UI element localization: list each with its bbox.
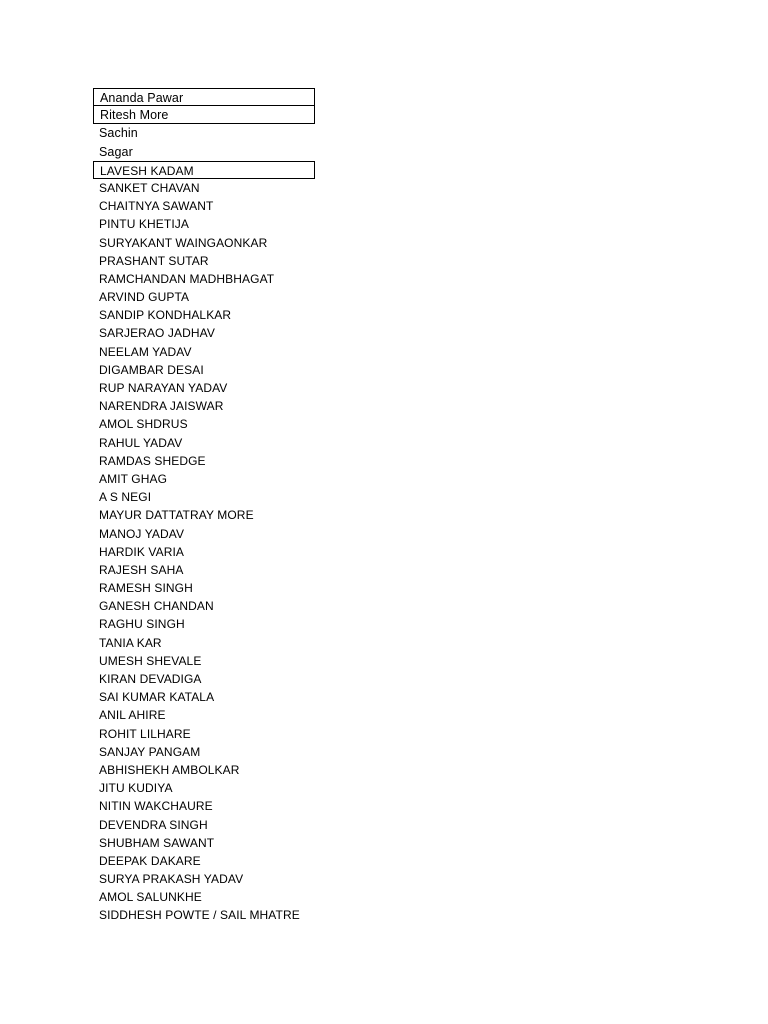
name-list	[93, 88, 315, 925]
name-cell: SURYAKANT WAINGAONKAR	[99, 235, 268, 250]
name-cell: AMOL SHDRUS	[99, 417, 188, 432]
name-cell: RAMCHANDAN MADHBHAGAT	[99, 271, 275, 286]
name-cell: SARJERAO JADHAV	[99, 326, 215, 341]
name-cell: PRASHANT SUTAR	[99, 253, 209, 268]
name-cell: RAJESH SAHA	[99, 562, 184, 577]
name-cell: ARVIND GUPTA	[99, 290, 190, 305]
name-cell: SURYA PRAKASH YADAV	[99, 872, 244, 887]
name-cell: DIGAMBAR DESAI	[99, 362, 204, 377]
name-cell: SANDIP KONDHALKAR	[99, 308, 232, 323]
name-cell: PINTU KHETIJA	[99, 217, 189, 232]
name-cell: NARENDRA JAISWAR	[99, 399, 224, 414]
name-cell: A S NEGI	[99, 490, 152, 505]
name-cell: DEEPAK DAKARE	[99, 853, 201, 868]
name-cell: SHUBHAM SAWANT	[99, 835, 215, 850]
name-cell: RAMESH SINGH	[99, 581, 193, 596]
name-cell: SANKET CHAVAN	[99, 180, 200, 195]
name-cell: SIDDHESH POWTE / SAIL MHATRE	[99, 908, 300, 923]
highlighted-name-cell: LAVESH KADAM	[93, 161, 315, 179]
name-cell: JITU KUDIYA	[99, 781, 173, 796]
name-cell: GANESH CHANDAN	[99, 599, 214, 614]
name-cell: Sagar	[99, 144, 133, 159]
name-cell: NITIN WAKCHAURE	[99, 799, 213, 814]
name-cell: SANJAY PANGAM	[99, 744, 201, 759]
name-cell: Sachin	[99, 126, 138, 141]
name-cell: AMOL SALUNKHE	[99, 890, 202, 905]
name-cell: KIRAN DEVADIGA	[99, 672, 202, 686]
name-cell: ROHIT LILHARE	[99, 726, 191, 741]
highlighted-name-cell: Ananda Pawar	[93, 88, 315, 106]
highlighted-name-cell: Ritesh More	[93, 106, 315, 124]
name-cell: HARDIK VARIA	[99, 544, 184, 559]
name-cell: AMIT GHAG	[99, 471, 168, 486]
name-cell: ANIL AHIRE	[99, 708, 166, 723]
name-cell: DEVENDRA SINGH	[99, 817, 208, 832]
name-cell: RUP NARAYAN YADAV	[99, 381, 228, 395]
name-cell: NEELAM YADAV	[99, 344, 192, 359]
name-cell: ABHISHEKH AMBOLKAR	[99, 762, 240, 777]
name-cell: RAMDAS SHEDGE	[99, 453, 206, 468]
name-cell: TANIA KAR	[99, 635, 162, 650]
name-cell: MANOJ YADAV	[99, 526, 185, 541]
name-cell: RAHUL YADAV	[99, 435, 183, 450]
name-cell: UMESH SHEVALE	[99, 653, 202, 668]
name-cell: SAI KUMAR KATALA	[99, 690, 215, 705]
name-cell: RAGHU SINGH	[99, 617, 185, 632]
name-cell: MAYUR DATTATRAY MORE	[99, 508, 254, 523]
name-cell: CHAITNYA SAWANT	[99, 199, 214, 214]
